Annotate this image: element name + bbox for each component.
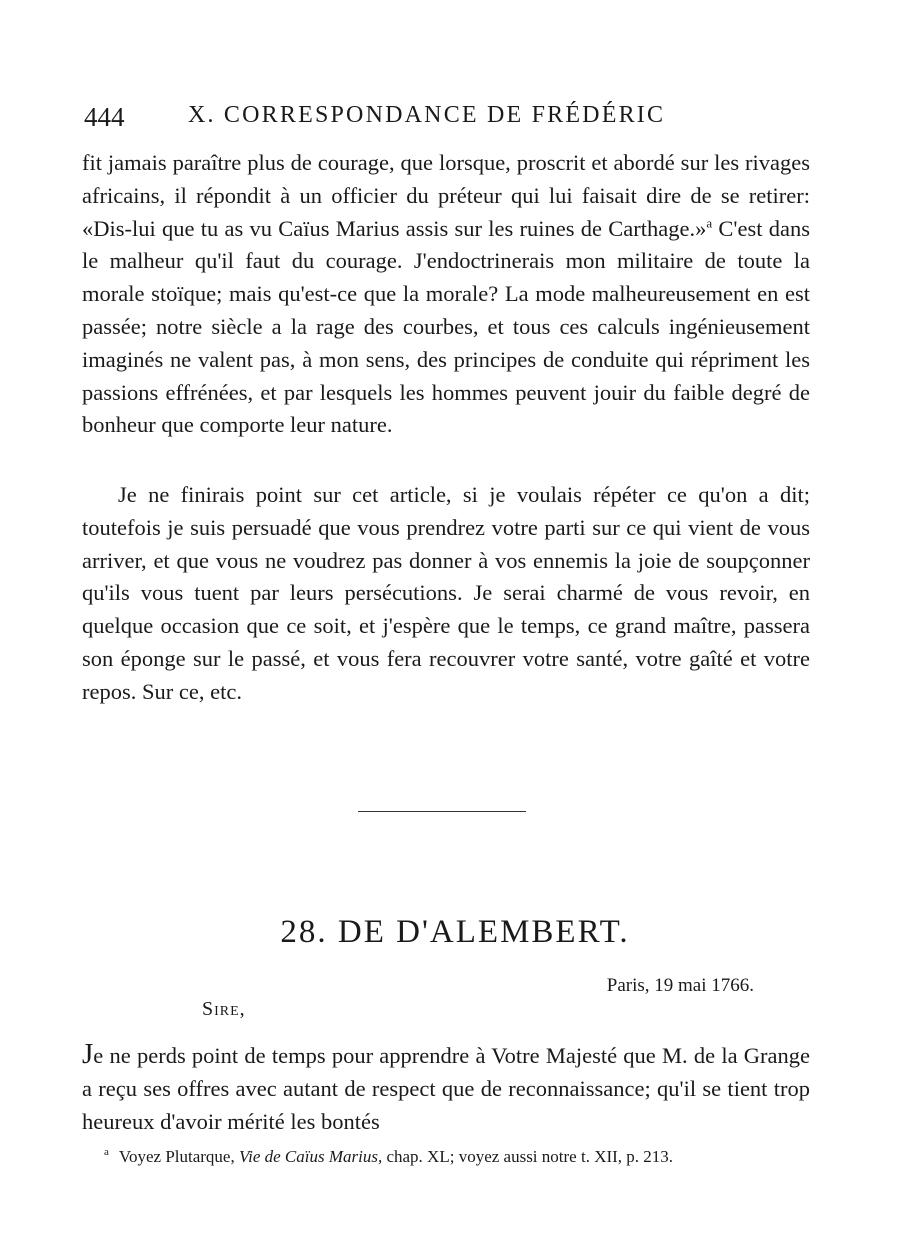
footnote-mark: a xyxy=(104,1146,109,1159)
drop-cap: J xyxy=(82,1038,94,1070)
footnote-reference[interactable]: a xyxy=(706,215,713,231)
paragraph-text-after-ref: C'est dans le malheur qu'il faut du courage. J'endoctrinerais mon militaire de toute la morale stoïque; mais qu'est-ce que la morale? La mode malheureusement en est passée; notre siècle a la rage des courbes, et tous ces calculs ingénieusement imaginés ne valent pas, à mon sens, des principes de conduite qui répriment les passions effrénées, et par lesquels les hommes peuvent jouir du faible degré de bonheur que comporte leur nature. xyxy=(82,215,810,438)
paragraph-text xyxy=(82,1038,810,1138)
paragraph-text-before-ref: fit jamais paraître plus de courage, que lorsque, proscrit et abordé sur les rivages africains, il répondit à un officier du préteur qui lui faisait dire de se retirer: «Dis-lui que tu as vu Caïus Marius assis sur les ruines de Carthage.» xyxy=(82,150,810,241)
paragraph-closing xyxy=(82,479,810,709)
paragraph-text: Je ne finirais point sur cet article, si je voulais répéter ce qu'on a dit; toutefois je suis persuadé que vous prendrez votre parti sur ce qui vient de vous arriver, et que vous ne voudrez pas donner à vos ennemis la joie de soupçonner qu'ils vous tuent par leurs persécutions. Je serai charmé de vous revoir, en quelque occasion que ce soit, et j'espère que le temps, ce grand maître, passera son éponge sur le passé, et vous fera recouvrer votre santé, votre gaîté et votre repos. Sur ce, etc. xyxy=(82,482,810,704)
paragraph-continued xyxy=(82,147,810,442)
section-divider xyxy=(358,811,526,812)
footnote-title-italic: Vie de Caïus Marius, xyxy=(238,1147,383,1166)
footnote-text-before: Voyez Plutarque, xyxy=(118,1147,239,1166)
letter-dateline: Paris, 19 mai 1766. xyxy=(606,975,754,996)
letter-salutation: Sire, xyxy=(202,998,246,1020)
running-header xyxy=(84,98,814,138)
footnote xyxy=(104,1146,824,1168)
footnote-text-after: chap. XL; voyez aussi notre t. XII, p. 213. xyxy=(382,1147,674,1166)
letter-heading: 28. DE D'ALEMBERT. xyxy=(280,914,630,950)
page-number: 444 xyxy=(84,102,125,132)
letter-opening-text: e ne perds point de temps pour apprendre à Votre Majesté que M. de la Grange a reçu ses offres avec autant de respect que de reconnaissance; qu'il se tient trop heureux d'avoir mérité les bontés xyxy=(82,1043,810,1134)
letter-opening-paragraph xyxy=(82,1038,810,1138)
paragraph-text xyxy=(82,147,810,442)
running-title: X. CORRESPONDANCE DE FRÉDÉRIC xyxy=(188,102,666,128)
